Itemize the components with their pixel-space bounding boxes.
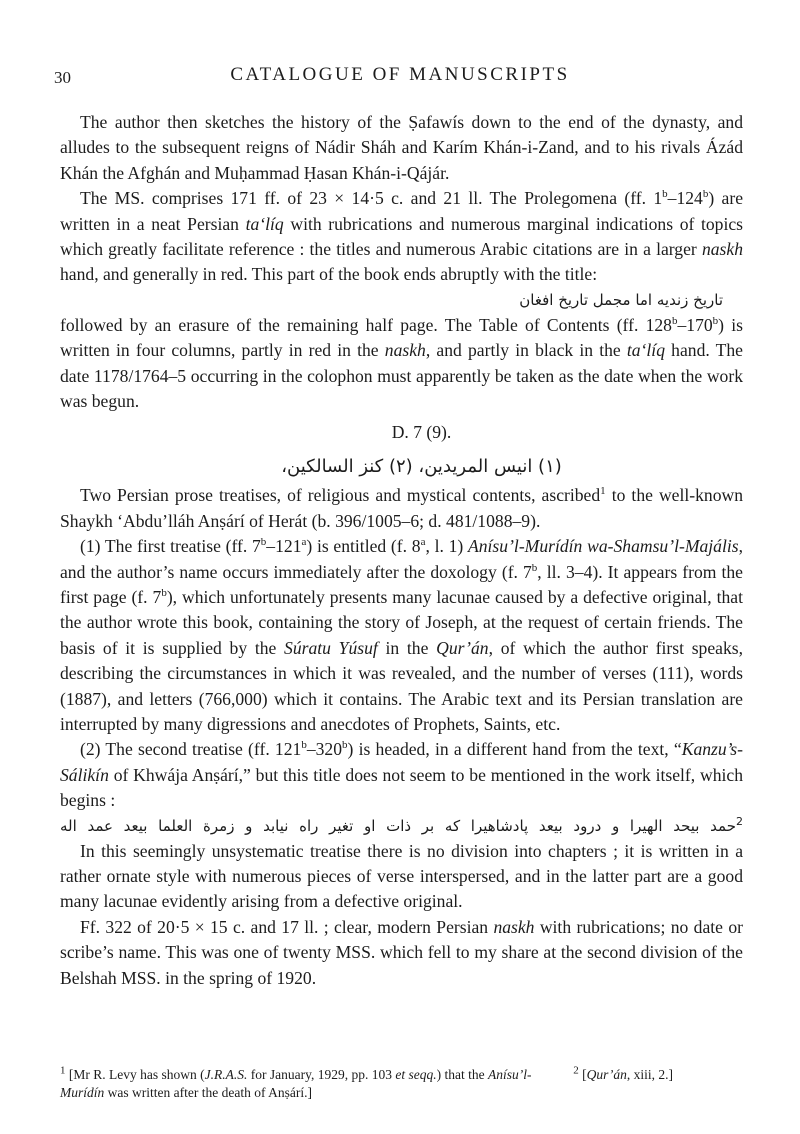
page-number: 30 bbox=[54, 68, 71, 87]
paragraph-safawis: The author then sketches the history of the Ṣafawís down to the end of the dynasty, and alludes to the subsequent reigns of Nádir Sháh and Karím Khán-i-Zand, and to his rivals Ázád Khán the Afghán and Muḥammad Ḥasan Khán-i-Qájár. bbox=[60, 112, 743, 183]
paragraph-two-treatises: Two Persian prose treatises, of religious and mystical contents, ascribed$^1$ to the well-known Shaykh ‘Abdu’lláh Anṣárí of Herát (b. 396/1005–6; d. 481/1088–9). bbox=[60, 485, 743, 531]
paragraph-ms-description: The MS. comprises 171 ff. of 23 × 14·5 c. and 21 ll. The Prolegomena (ff. 1$^b$–124$^b$) are written in a neat Persian ta‘líq with rubrications and numerous marginal indications of topics which greatly facilitate reference : the titles and numerous Arabic citations are in a larger naskh hand, and generally in red. This part of the book ends abruptly with the title: bbox=[60, 188, 744, 285]
footnotes bbox=[60, 1066, 743, 1102]
footnote-2: $^2$ [Qur’án, xiii, 2.] bbox=[573, 1064, 673, 1082]
paragraph-table-of-contents: followed by an erasure of the remaining half page. The Table of Contents (ff. 128$^b$–170$^b$) is written in four columns, partly in red in the naskh, and partly in black in the ta‘líq hand. The date 1178/1764–5 occurring in the colophon must apparently be taken as the date when the work was begun. bbox=[60, 314, 743, 412]
footnote-1: $^1$ [Mr R. Levy has shown (J.R.A.S. for January, 1929, pp. 103 et seqq.) that the Anísu’l-Murídín was written after the death of Anṣárí.] bbox=[60, 1064, 532, 1100]
arabic-title-line: تاريخ زنديه اما مجمل تاريخ افغان bbox=[519, 290, 723, 309]
running-head: CATALOGUE OF MANUSCRIPTS bbox=[230, 64, 570, 85]
shelfmark: D. 7 (9). bbox=[391, 422, 452, 443]
paragraph-unsystematic: In this seemingly unsystematic treatise there is no division into chapters ; it is written in a rather ornate style with numerous pieces of verse interspersed, and in the latter part are a good many lacunae evidently arising from a defective original. bbox=[60, 840, 743, 912]
footnote-ref-1: 1 bbox=[600, 485, 606, 498]
body-text bbox=[60, 110, 743, 991]
arabic-incipit: $^2$حمد بیحد الهیرا و درود بیعد پادشاهیرا که بر ذات او تغیر راه نیابد و زمرة العلما بیعد عمد اله bbox=[60, 814, 743, 835]
paragraph-first-treatise: (1) The first treatise (ff. 7$^b$–121$^a$) is entitled (f. 8$^a$, l. 1) Anísu’l-Murídín wa-Shamsu’l-Majális, and the author’s name occurs immediately after the doxology (f. 7$^b$, ll. 3–4). It appears from the first page (f. 7$^b$), which unfortunately presents many lacunae caused by a defective original, that the author wrote this book, containing the story of Joseph, at the request of certain friends. The basis of it is supplied by the Súratu Yúsuf in the Qur’án, of which the author first speaks, describing the circumstances in which it was revealed, and the number of verses (111), words (1887), and letters (766,000) which it contains. The Arabic text and its Persian translation are interrupted by many digressions and anecdotes of Prophets, Saints, etc. bbox=[60, 536, 744, 734]
paragraph-second-treatise: (2) The second treatise (ff. 121$^b$–320$^b$) is headed, in a different hand from the text, “Kanzu’s-Sálikín of Khwája Anṣárí,” but this title does not seem to be mentioned in the work itself, which begins : bbox=[60, 739, 743, 811]
footnote-ref-2: 2 bbox=[736, 814, 743, 828]
arabic-heading: (١) انيس المريدين، (٢) كنز السالكين، bbox=[281, 455, 562, 477]
paragraph-folio-details: Ff. 322 of 20·5 × 15 c. and 17 ll. ; clear, modern Persian naskh with rubrications; no date or scribe’s name. This was one of twenty MSS. which fell to my share at the second division of the Belshah MSS. in the spring of 1920. bbox=[60, 916, 743, 988]
